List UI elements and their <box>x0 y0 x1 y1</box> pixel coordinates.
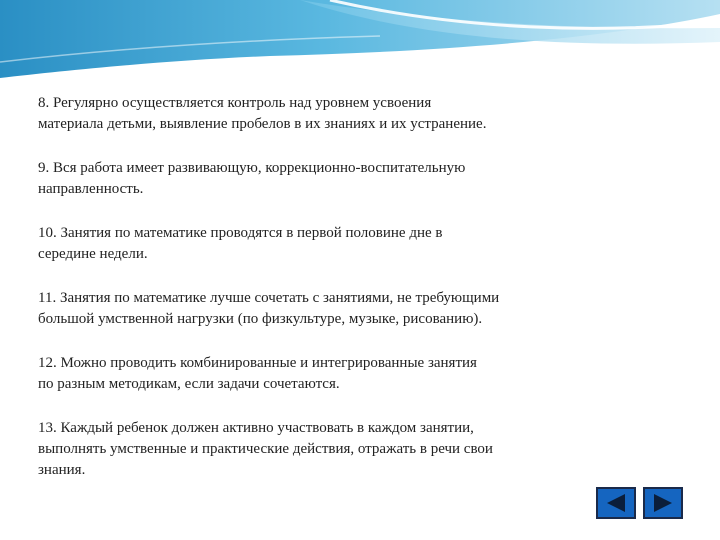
list-item-13: 13. Каждый ребенок должен активно участвовать в каждом занятии, выполнять умственные и практические действия, отражать в речи свои знания. <box>38 420 493 478</box>
triangle-left-icon <box>605 493 627 513</box>
list-item-10: 10. Занятия по математике проводятся в первой половине дне в середине недели. <box>38 225 443 262</box>
slide-content <box>38 93 638 504</box>
list-item-11: 11. Занятия по математике лучше сочетать с занятиями, не требующими большой умственной нагрузки (по физкультуре, музыке, рисованию). <box>38 290 500 327</box>
list-item-8: 8. Регулярно осуществляется контроль над уровнем усвоения материала детьми, выявление пробелов в их знаниях и их устранение. <box>38 95 487 132</box>
triangle-right-icon <box>652 493 674 513</box>
previous-slide-button[interactable] <box>596 487 636 519</box>
slide-navigation <box>596 487 683 519</box>
list-item-9: 9. Вся работа имеет развивающую, коррекционно-воспитательную направленность. <box>38 160 466 197</box>
next-slide-button[interactable] <box>643 487 683 519</box>
list-item-12: 12. Можно проводить комбинированные и интегрированные занятия по разным методикам, если задачи сочетаются. <box>38 355 477 392</box>
header-wave-decoration <box>0 0 720 90</box>
